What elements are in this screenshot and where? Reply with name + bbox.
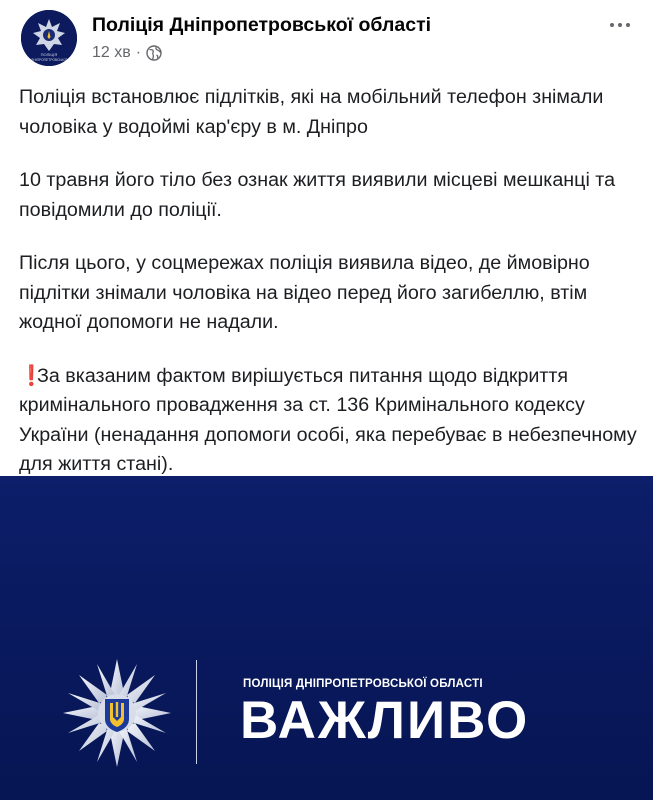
post-timestamp[interactable]: 12 хв: [92, 44, 131, 61]
post-paragraph: 10 травня його тіло без ознак життя виявили місцеві мешканці та повідомили до поліції.: [19, 169, 616, 221]
post-paragraph: Поліція встановлює підлітків, які на мобільний телефон знімали чоловіка у водоймі кар'єру в м. Дніпро: [19, 86, 604, 138]
banner-title: ВАЖЛИВО: [240, 691, 530, 750]
more-options-button[interactable]: [600, 10, 640, 40]
police-star-icon: [62, 658, 172, 768]
post-header: [0, 0, 653, 80]
svg-text:ПОЛІЦІЯ: ПОЛІЦІЯ: [40, 52, 58, 57]
globe-icon: [146, 45, 162, 61]
post-body: [19, 83, 639, 480]
more-options-icon: [610, 23, 614, 27]
post-alert-paragraph: [19, 362, 639, 480]
svg-text:ДНІПРОПЕТРОВСЬКОЇ: ДНІПРОПЕТРОВСЬКОЇ: [31, 58, 67, 62]
police-avatar-icon: [21, 10, 77, 66]
post-image-banner[interactable]: [0, 476, 653, 800]
banner-subtitle: ПОЛІЦІЯ ДНІПРОПЕТРОВСЬКОЇ ОБЛАСТІ: [243, 678, 483, 690]
alert-text: За вказаним фактом вирішується питання щодо відкриття кримінального провадження за ст. 136 Кримінального кодексу України (ненадання допомоги особі, яка перебуває в небезпечному для життя стані).: [19, 364, 637, 475]
banner-divider: [196, 660, 197, 764]
post-meta: [92, 44, 162, 62]
meta-separator: ·: [135, 44, 142, 61]
post-paragraph: Після цього, у соцмережах поліція виявила відео, де ймовірно підлітки знімали чоловіка на відео перед його загибеллю, втім жодної допомоги не надали.: [19, 252, 590, 333]
page-avatar[interactable]: [21, 10, 77, 66]
page-name-link[interactable]: Поліція Дніпропетровської області: [92, 14, 432, 36]
exclamation-icon: ❗: [19, 364, 44, 387]
